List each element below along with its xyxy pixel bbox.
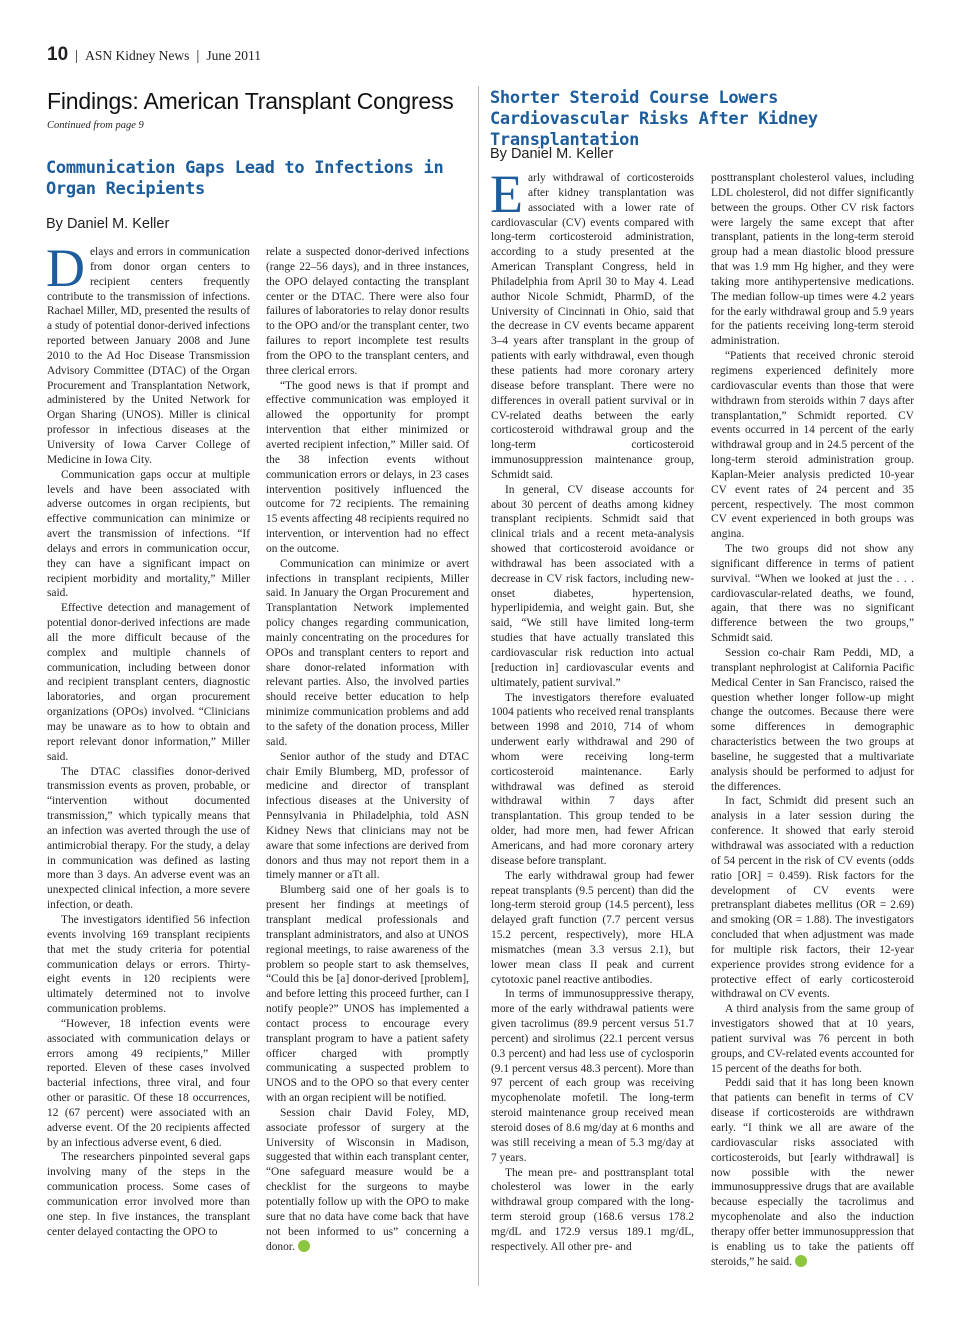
- paragraph: [711, 1002, 914, 1076]
- paragraph-text: posttransplant cholesterol values, including LDL cholesterol, did not differ significantly between the groups. Other CV risk factors were largely the same except that after transplant, patients in the long-term steroid group had a mean diastolic blood pressure that was 1.9 mm Hg higher, and they were taking more antihypertensive medications. The median follow-up times were 4.2 years for the early withdrawal group and 5.9 years for the patients receiving long-term steroid administration.: [711, 172, 914, 348]
- paragraph-text: The investigators therefore evaluated 1004 patients who received renal transplants between 1998 and 2010, 714 of whom underwent early withdrawal and 290 of whom were receiving long-term corticosteroid maintenance. Early withdrawal was defined as steroid withdrawal within 7 days after transplantation. This group tended to be older, had more men, had fewer African Americans, and had more coronary artery disease before transplant.: [491, 691, 694, 867]
- drop-cap: E: [490, 164, 523, 224]
- paragraph-text: In fact, Schmidt did present such an analysis in a later session during the conference. It showed that early steroid withdrawal was associated with a reduction of 54 percent in the risk of CV events (odds ratio [OR] = 0.459). Risk factors for the development of CV events were pretransplant diabetes mellitus (OR = 2.69) and smoking (OR = 1.88). The investigators concluded that when adjustment was made for multiple risk factors, their 12-year experience provides strong evidence for a protective effect of early corticosteroid withdrawal on CV events.: [711, 795, 914, 1001]
- issue-date: June 2011: [206, 48, 262, 63]
- paragraph-text: arly withdrawal of corticosteroids after kidney transplantation was associated with a lower rate of cardiovascular (CV) events compared with long-term corticosteroid administration, according to a study presented at the American Transplant Congress, held in Philadelphia from April 30 to May 4. Lead author Nicole Schmidt, PharmD, of the University of Cincinnati in Ohio, said that the decrease in CV events became apparent 3–4 years after transplant in the group of patients with early withdrawal, even though these patients had more coronary artery disease before transplant. There were no differences in overall patient survival or in CV-related deaths between the early corticosteroid withdrawal group and the long-term corticosteroid immunosuppression maintenance group, Schmidt said.: [491, 172, 694, 481]
- paragraph: [266, 750, 469, 884]
- paragraph-text: Session co-chair Ram Peddi, MD, a transplant nephrologist at California Pacific Medical Center in San Francisco, raised the question whether longer follow-up might change the outcomes. Because there were some differences in demographic characteristics between the two groups at baseline, he suggested that a multivariate analysis should be performed to adjust for the differences.: [711, 647, 914, 793]
- paragraph-text: Communication can minimize or avert infections in transplant recipients, Miller said. In January the Organ Procurement and Transplantation Network implemented policy changes regarding communication, mainly concentrating on the procedures for OPOs and transplant centers to report and share donor-related information with relevant parties. Also, the involved parties should receive better education to help minimize communication problems and add to the safety of the donation process, Miller said.: [266, 557, 469, 748]
- paragraph: [711, 542, 914, 646]
- paragraph-text: Session chair David Foley, MD, associate professor of surgery at the University of Wisconsin in Madison, suggested that within each transplant center, “One safeguard measure would be a checklist for the surgeons to maybe potentially follow up with the OPO to make sure that no data have come back that have not been informed to us” concerning a donor.: [266, 1106, 469, 1253]
- paragraph: [266, 883, 469, 1106]
- paragraph-text: The two groups did not show any significant difference in terms of patient survival. “When we looked at just the . . . cardiovascular-related deaths, we found, again, that there was no significant difference between the two groups,” Schmidt said.: [711, 543, 914, 645]
- article2-byline: By Daniel M. Keller: [490, 146, 614, 162]
- paragraph: [266, 1106, 469, 1254]
- paragraph: [711, 646, 914, 794]
- paragraph: [491, 987, 694, 1165]
- paragraph: [711, 794, 914, 1002]
- article1-byline: By Daniel M. Keller: [46, 216, 170, 232]
- paragraph-text: The DTAC classifies donor-derived transmission events as proven, probable, or “intervention without documented transmission,” which typically means that an infection was averted through the use of antimicrobial therapy. For the study, a delay in communication was defined as lasting more than 3 days. An adverse event was an unexpected clinical infection, a more severe infection, or death.: [47, 765, 250, 912]
- paragraph-text: Peddi said that it has long been known that patients can benefit in terms of CV disease if corticosteroids are withdrawn early. “I think we all are aware of the cardiovascular risks associated with corticosteroids, but [early withdrawal] is now possible with the newer immunosuppressive drugs that are available because especially the tacrolimus and mycophenolate and also the induction therapy offer better immunosuppression that is enabling us to take the patients off steroids,” he said.: [711, 1077, 914, 1268]
- article2-column-1: [490, 164, 694, 1255]
- paragraph: [491, 869, 694, 988]
- paragraph-text: Senior author of the study and DTAC chair Emily Blumberg, MD, professor of medicine and director of transplant infectious diseases at the University of Pennsylvania in Philadelphia, told ASN Kidney News that clinicians may not be aware that some infections are derived from donors and thus may not report them in a timely manner or aTt all.: [266, 750, 469, 882]
- paragraph-text: “The good news is that if prompt and effective communication was employed it allowed the opportunity for prompt intervention that either minimized or averted recipient infection,” Miller said. Of the 38 infection events without communication errors or delays, in 23 cases intervention positively influenced the outcome for 72 recipients. The remaining 15 events affecting 48 recipients required no intervention, or intervention had no effect on the outcome.: [266, 379, 469, 555]
- paragraph: [46, 238, 250, 468]
- article1-column-2: [266, 245, 469, 1254]
- paragraph-text: Blumberg said one of her goals is to present her findings at meetings of transplant medical professionals and transplant administrators, and also at UNOS regional meetings, to raise awareness of the problem so people start to ask themselves, “Could this be [a] donor-derived [problem], and before letting this proceed further, can I notify people?” UNOS has implemented a contact process to encourage every transplant program to have a patient safety officer charged with promptly communicating a suspected problem to UNOS and to the OPO so that every center with an organ recipient will be notified.: [266, 884, 469, 1105]
- article2-column-2: [711, 171, 914, 1269]
- paragraph: [47, 1150, 250, 1239]
- paragraph: [490, 164, 694, 483]
- paragraph-text: In general, CV disease accounts for about 30 percent of deaths among kidney transplant recipients. Schmidt said that clinical trials and a recent meta-analysis showed that corticosteroid avoidance or withdrawal has been associated with a decrease in CV risk factors, including new-onset diabetes, hypertension, hyperlipidemia, and weight gain. But, she said, “We still have limited long-term studies that have actually translated this cardiovascular risk reduction into actual [reduction in] cardiovascular events and ultimately, patient survival.”: [491, 483, 694, 689]
- article1-title: Communication Gaps Lead to Infections in Organ Recipients: [46, 158, 444, 199]
- paragraph: [491, 483, 694, 691]
- end-of-article-icon: [795, 1255, 807, 1267]
- page-header: [47, 44, 261, 68]
- end-of-article-icon: [298, 1240, 310, 1252]
- paragraph: [711, 1076, 914, 1269]
- column-divider: [478, 86, 479, 1286]
- paragraph: [711, 349, 914, 542]
- paragraph-text: The early withdrawal group had fewer repeat transplants (9.5 percent) than did the long-term steroid group (14.5 percent), less delayed graft function (7.7 percent versus 15.2 percent, respectively), more HLA mismatches (mean 3.3 versus 2.1), but lower mean class II peak and current cytotoxic panel reactive antibodies.: [491, 869, 694, 986]
- paragraph: [266, 557, 469, 750]
- paragraph-text: The mean pre- and posttransplant total cholesterol was lower in the early withdrawal group compared with the long-term steroid group (168.6 versus 178.2 mg/dL and 172.9 versus 189.1 mg/dL, respectively. All other pre- and: [491, 1166, 694, 1253]
- paragraph: [47, 601, 250, 764]
- article2-title: Shorter Steroid Course Lowers Cardiovascular Risks After Kidney Transplantation: [490, 88, 818, 150]
- continued-note: Continued from page 9: [47, 120, 144, 131]
- header-separator: |: [75, 48, 79, 64]
- paragraph: [47, 1017, 250, 1151]
- drop-cap: D: [46, 238, 85, 298]
- article1-column-1: [46, 238, 250, 1240]
- paragraph-text: The researchers pinpointed several gaps involving many of the steps in the communication process. Some cases of communication error involved more than one step. In five instances, the transplant center delayed contacting the OPO to: [47, 1151, 250, 1238]
- paragraph: [266, 245, 469, 379]
- page-number: 10: [47, 44, 69, 65]
- paragraph-text: “Patients that received chronic steroid regimens experienced definitely more cardiovascular events than those that were withdrawn from steroids within 7 days after transplantation,” Schmidt reported. CV events occurred in 14 percent of the early withdrawal group and in 24.5 percent of the long-term steroid administration group. Kaplan-Meier analysis predicted 10-year CV event rates of 24 percent and 35 percent, respectively. The most common CV event experienced in both groups was angina.: [711, 350, 914, 541]
- paragraph: [266, 379, 469, 557]
- paragraph: [47, 468, 250, 602]
- paragraph-text: Communication gaps occur at multiple levels and have been associated with adverse outcomes in organ recipients, but effective communication can minimize or avert the transmission of infections. “If delays and errors in communication occur, they can have a significant impact on recipient morbidity and mortality,” Miller said.: [47, 468, 250, 600]
- paragraph: [47, 765, 250, 913]
- section-title: Findings: American Transplant Congress: [47, 88, 454, 114]
- paragraph-text: “However, 18 infection events were associated with communication delays or errors among 49 recipients,” Miller reported. Eleven of these cases involved bacterial infections, three viral, and four other or parasitic. Of these 18 occurrences, 12 (67 percent) were associated with an adverse event. Of the 20 recipients affected by an infectious adverse event, 6 died.: [47, 1017, 250, 1149]
- paragraph-text: The investigators identified 56 infection events involving 169 transplant recipients that met the study criteria for potential communication delays or errors. Thirty-eight events in 120 recipients were ultimately determined not to involve communication problems.: [47, 913, 250, 1016]
- paragraph-text: relate a suspected donor-derived infections (range 22–56 days), and in three instances, the OPO delayed contacting the transplant center or the DTAC. There were also four failures of laboratories to relay donor results to the OPO and/or the transplant center, two failures to report incomplete test results from the OPO to the transplant centers, and three clerical errors.: [266, 246, 469, 377]
- paragraph-text: Effective detection and management of potential donor-derived infections are made all the more difficult because of the complex and multiple channels of communication, including between donor and recipient transplant centers, diagnostic laboratories, and organ procurement organizations (OPOs) involved. “Clinicians may be unaware as to how to obtain and report relevant donor information,” Miller said.: [47, 602, 250, 763]
- paragraph: [491, 691, 694, 869]
- paragraph: [47, 913, 250, 1017]
- paragraph-text: A third analysis from the same group of investigators showed that at 10 years, patient survival was 76 percent in both groups, and CV-related events accounted for 15 percent of the deaths for both.: [711, 1003, 914, 1075]
- publication-name: ASN Kidney News: [85, 48, 190, 63]
- paragraph-text: In terms of immunosuppressive therapy, more of the early withdrawal patients were given tacrolimus (89.9 percent versus 51.7 percent) and sirolimus (22.1 percent versus 0.3 percent) and had less use of cyclosporin (9.1 percent versus 48.3 percent). More than 97 percent of each group was receiving mycophenolate mofetil. The long-term steroid maintenance group received mean steroid doses of 8.6 mg/day at 6 months and was still receiving a mean of 5.3 mg/day at 7 years.: [491, 988, 694, 1164]
- header-separator: |: [196, 48, 200, 64]
- paragraph: [711, 171, 914, 349]
- paragraph-text: elays and errors in communication from donor organ centers to recipient centers frequently contribute to the transmission of infections. Rachael Miller, MD, presented the results of a study of potential donor-derived infections reported between January 2008 and June 2010 to the Ad Hoc Disease Transmission Advisory Committee (DTAC) of the Organ Procurement and Transplantation Network, administered by the United Network for Organ Sharing (UNOS). Miller is clinical professor in infectious diseases at the University of Iowa Carver College of Medicine in Iowa City.: [47, 246, 250, 466]
- paragraph: [491, 1166, 694, 1255]
